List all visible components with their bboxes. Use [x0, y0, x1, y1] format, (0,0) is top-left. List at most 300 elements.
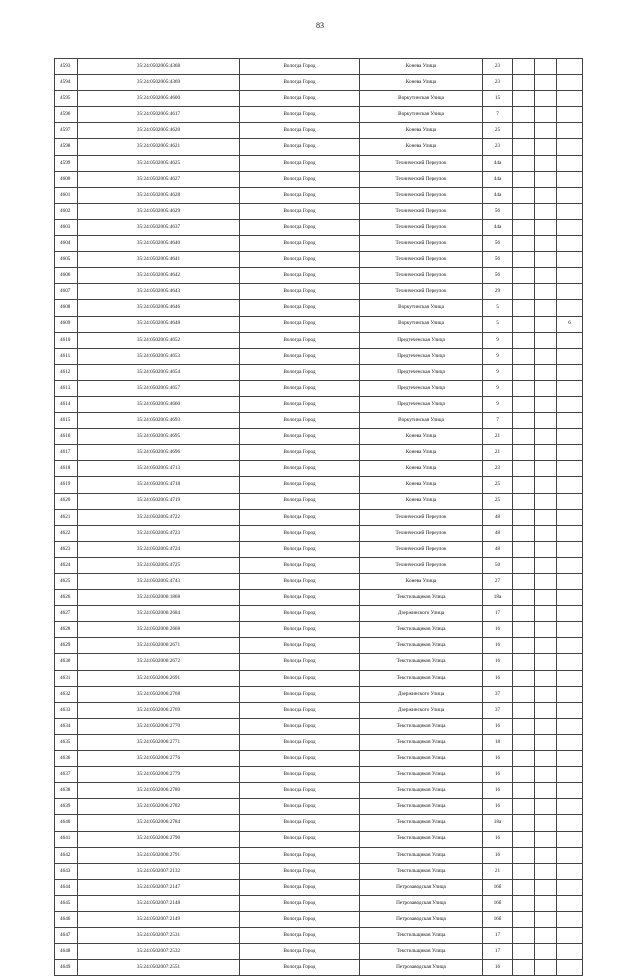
empty-cell — [535, 718, 557, 734]
extra-value-cell — [557, 944, 583, 960]
table-row — [55, 75, 583, 91]
row-number-cell: 4617 — [55, 445, 78, 461]
row-number-cell: 4615 — [55, 413, 78, 429]
city-cell: Вологда Город — [240, 139, 360, 155]
cadastral-number-cell: 35:24:0502005:4695 — [78, 429, 240, 445]
street-cell: Текстильщиков Улица — [360, 831, 483, 847]
house-number-cell: 44а — [483, 171, 513, 187]
row-number-cell: 4604 — [55, 236, 78, 252]
extra-value-cell — [557, 718, 583, 734]
extra-value-cell — [557, 380, 583, 396]
house-number-cell: 17 — [483, 606, 513, 622]
empty-cell — [513, 364, 535, 380]
empty-cell — [535, 686, 557, 702]
table-row — [55, 783, 583, 799]
table-row — [55, 493, 583, 509]
table-row — [55, 702, 583, 718]
empty-cell — [535, 541, 557, 557]
row-number-cell: 4619 — [55, 477, 78, 493]
street-cell: Дзержинского Улица — [360, 686, 483, 702]
street-cell: Конева Улица — [360, 574, 483, 590]
extra-value-cell — [557, 783, 583, 799]
street-cell: Технический Переулок — [360, 541, 483, 557]
street-cell: Технический Переулок — [360, 155, 483, 171]
city-cell: Вологда Город — [240, 734, 360, 750]
empty-cell — [513, 284, 535, 300]
cadastral-number-cell: 35:24:0502005:4641 — [78, 252, 240, 268]
row-number-cell: 4645 — [55, 895, 78, 911]
table-row — [55, 91, 583, 107]
extra-value-cell — [557, 702, 583, 718]
city-cell: Вологда Город — [240, 847, 360, 863]
empty-cell — [513, 654, 535, 670]
extra-value-cell — [557, 847, 583, 863]
cadastral-number-cell: 35:24:0502006:2769 — [78, 702, 240, 718]
house-number-cell: 7 — [483, 413, 513, 429]
extra-value-cell: 6 — [557, 316, 583, 332]
table-row — [55, 348, 583, 364]
empty-cell — [535, 171, 557, 187]
cadastral-number-cell: 35:24:0502005:4648 — [78, 316, 240, 332]
city-cell: Вологда Город — [240, 203, 360, 219]
city-cell: Вологда Город — [240, 91, 360, 107]
cadastral-number-cell: 35:24:0502005:4652 — [78, 332, 240, 348]
empty-cell — [535, 557, 557, 573]
empty-cell — [513, 509, 535, 525]
row-number-cell: 4634 — [55, 718, 78, 734]
empty-cell — [513, 396, 535, 412]
street-cell: Текстильщиков Улица — [360, 734, 483, 750]
extra-value-cell — [557, 879, 583, 895]
empty-cell — [513, 783, 535, 799]
row-number-cell: 4595 — [55, 91, 78, 107]
city-cell: Вологда Город — [240, 461, 360, 477]
house-number-cell: 16б — [483, 895, 513, 911]
row-number-cell: 4613 — [55, 380, 78, 396]
empty-cell — [513, 461, 535, 477]
table-row — [55, 187, 583, 203]
city-cell: Вологда Город — [240, 284, 360, 300]
empty-cell — [513, 638, 535, 654]
row-number-cell: 4610 — [55, 332, 78, 348]
table-row — [55, 895, 583, 911]
empty-cell — [513, 316, 535, 332]
cadastral-number-cell: 35:24:0502006:2782 — [78, 799, 240, 815]
street-cell: Конева Улица — [360, 139, 483, 155]
row-number-cell: 4648 — [55, 944, 78, 960]
house-number-cell: 18а — [483, 590, 513, 606]
extra-value-cell — [557, 638, 583, 654]
cadastral-number-cell: 35:24:0502005:4628 — [78, 187, 240, 203]
cadastral-number-cell: 35:24:0502006:1868 — [78, 590, 240, 606]
table-row — [55, 960, 583, 976]
city-cell: Вологда Город — [240, 960, 360, 976]
city-cell: Вологда Город — [240, 364, 360, 380]
row-number-cell: 4649 — [55, 960, 78, 976]
empty-cell — [535, 284, 557, 300]
table-row — [55, 107, 583, 123]
extra-value-cell — [557, 445, 583, 461]
empty-cell — [535, 445, 557, 461]
table-row — [55, 59, 583, 75]
empty-cell — [535, 590, 557, 606]
house-number-cell: 16 — [483, 783, 513, 799]
street-cell: Технический Переулок — [360, 219, 483, 235]
empty-cell — [513, 493, 535, 509]
cadastral-number-cell: 35:24:0502006:2791 — [78, 847, 240, 863]
row-number-cell: 4639 — [55, 799, 78, 815]
house-number-cell: 18а — [483, 815, 513, 831]
extra-value-cell — [557, 670, 583, 686]
empty-cell — [535, 944, 557, 960]
row-number-cell: 4593 — [55, 59, 78, 75]
extra-value-cell — [557, 928, 583, 944]
house-number-cell: 16 — [483, 799, 513, 815]
empty-cell — [535, 622, 557, 638]
row-number-cell: 4635 — [55, 734, 78, 750]
empty-cell — [513, 767, 535, 783]
city-cell: Вологда Город — [240, 300, 360, 316]
empty-cell — [513, 59, 535, 75]
empty-cell — [535, 59, 557, 75]
city-cell: Вологда Город — [240, 445, 360, 461]
cadastral-number-cell: 35:24:0502006:2790 — [78, 831, 240, 847]
city-cell: Вологда Город — [240, 107, 360, 123]
empty-cell — [535, 461, 557, 477]
table-row — [55, 606, 583, 622]
city-cell: Вологда Город — [240, 396, 360, 412]
table-row — [55, 718, 583, 734]
city-cell: Вологда Город — [240, 895, 360, 911]
empty-cell — [513, 541, 535, 557]
house-number-cell: 9 — [483, 332, 513, 348]
extra-value-cell — [557, 461, 583, 477]
empty-cell — [513, 171, 535, 187]
street-cell: Конева Улица — [360, 123, 483, 139]
house-number-cell: 16 — [483, 638, 513, 654]
empty-cell — [513, 670, 535, 686]
street-cell: Технический Переулок — [360, 203, 483, 219]
empty-cell — [513, 734, 535, 750]
empty-cell — [535, 509, 557, 525]
table-row — [55, 364, 583, 380]
cadastral-number-cell: 35:24:0502005:4369 — [78, 75, 240, 91]
empty-cell — [535, 928, 557, 944]
row-number-cell: 4602 — [55, 203, 78, 219]
city-cell: Вологда Город — [240, 59, 360, 75]
empty-cell — [535, 847, 557, 863]
empty-cell — [513, 123, 535, 139]
house-number-cell: 9 — [483, 396, 513, 412]
empty-cell — [535, 783, 557, 799]
row-number-cell: 4625 — [55, 574, 78, 590]
table-row — [55, 670, 583, 686]
empty-cell — [513, 477, 535, 493]
table-row — [55, 847, 583, 863]
house-number-cell: 37 — [483, 702, 513, 718]
table-row — [55, 815, 583, 831]
table-row — [55, 332, 583, 348]
street-cell: Текстильщиков Улица — [360, 590, 483, 606]
street-cell: Предтеченская Улица — [360, 380, 483, 396]
empty-cell — [535, 670, 557, 686]
house-number-cell: 56 — [483, 203, 513, 219]
cadastral-number-cell: 35:24:0502006:2671 — [78, 638, 240, 654]
city-cell: Вологда Город — [240, 219, 360, 235]
city-cell: Вологда Город — [240, 686, 360, 702]
extra-value-cell — [557, 895, 583, 911]
table-row — [55, 767, 583, 783]
extra-value-cell — [557, 477, 583, 493]
extra-value-cell — [557, 541, 583, 557]
table-row — [55, 268, 583, 284]
house-number-cell: 15 — [483, 91, 513, 107]
empty-cell — [513, 525, 535, 541]
house-number-cell: 48 — [483, 525, 513, 541]
extra-value-cell — [557, 815, 583, 831]
row-number-cell: 4640 — [55, 815, 78, 831]
street-cell: Дзержинского Улица — [360, 606, 483, 622]
cadastral-number-cell: 35:24:0502005:4620 — [78, 123, 240, 139]
cadastral-number-cell: 35:24:0502007:2551 — [78, 960, 240, 976]
empty-cell — [535, 155, 557, 171]
row-number-cell: 4629 — [55, 638, 78, 654]
table-row — [55, 219, 583, 235]
row-number-cell: 4624 — [55, 557, 78, 573]
empty-cell — [535, 606, 557, 622]
table-row — [55, 944, 583, 960]
extra-value-cell — [557, 622, 583, 638]
table-row — [55, 396, 583, 412]
house-number-cell: 16б — [483, 911, 513, 927]
empty-cell — [535, 396, 557, 412]
table-row — [55, 751, 583, 767]
street-cell: Текстильщиков Улица — [360, 670, 483, 686]
city-cell: Вологда Город — [240, 831, 360, 847]
extra-value-cell — [557, 831, 583, 847]
empty-cell — [513, 606, 535, 622]
cadastral-number-cell: 35:24:0502005:4713 — [78, 461, 240, 477]
row-number-cell: 4621 — [55, 509, 78, 525]
table-row — [55, 509, 583, 525]
extra-value-cell — [557, 155, 583, 171]
empty-cell — [513, 252, 535, 268]
table-row — [55, 557, 583, 573]
street-cell: Предтеченская Улица — [360, 348, 483, 364]
table-row — [55, 799, 583, 815]
table-row — [55, 622, 583, 638]
row-number-cell: 4616 — [55, 429, 78, 445]
empty-cell — [513, 574, 535, 590]
table-row — [55, 590, 583, 606]
city-cell: Вологда Город — [240, 413, 360, 429]
cadastral-number-cell: 35:24:0502006:2776 — [78, 751, 240, 767]
city-cell: Вологда Город — [240, 429, 360, 445]
table-row — [55, 445, 583, 461]
house-number-cell: 9 — [483, 380, 513, 396]
empty-cell — [535, 477, 557, 493]
house-number-cell: 25 — [483, 477, 513, 493]
city-cell: Вологда Город — [240, 767, 360, 783]
street-cell: Петрозаводская Улица — [360, 879, 483, 895]
table-row — [55, 654, 583, 670]
table-row — [55, 541, 583, 557]
table-row — [55, 171, 583, 187]
city-cell: Вологда Город — [240, 171, 360, 187]
street-cell: Конева Улица — [360, 75, 483, 91]
street-cell: Конева Улица — [360, 461, 483, 477]
street-cell: Текстильщиков Улица — [360, 944, 483, 960]
cadastral-number-cell: 35:24:0502007:2149 — [78, 911, 240, 927]
empty-cell — [535, 75, 557, 91]
empty-cell — [513, 155, 535, 171]
empty-cell — [513, 590, 535, 606]
extra-value-cell — [557, 332, 583, 348]
street-cell: Технический Переулок — [360, 171, 483, 187]
house-number-cell: 16 — [483, 670, 513, 686]
extra-value-cell — [557, 300, 583, 316]
table-row — [55, 863, 583, 879]
table-row — [55, 638, 583, 654]
extra-value-cell — [557, 413, 583, 429]
house-number-cell: 56 — [483, 252, 513, 268]
street-cell: Технический Переулок — [360, 557, 483, 573]
street-cell: Технический Переулок — [360, 236, 483, 252]
empty-cell — [513, 702, 535, 718]
street-cell: Конева Улица — [360, 445, 483, 461]
row-number-cell: 4608 — [55, 300, 78, 316]
street-cell: Текстильщиков Улица — [360, 718, 483, 734]
city-cell: Вологда Город — [240, 268, 360, 284]
extra-value-cell — [557, 107, 583, 123]
street-cell: Текстильщиков Улица — [360, 863, 483, 879]
empty-cell — [535, 654, 557, 670]
empty-cell — [535, 187, 557, 203]
extra-value-cell — [557, 493, 583, 509]
extra-value-cell — [557, 509, 583, 525]
cadastral-number-cell: 35:24:0502006:2780 — [78, 783, 240, 799]
table-row — [55, 236, 583, 252]
city-cell: Вологда Город — [240, 187, 360, 203]
row-number-cell: 4607 — [55, 284, 78, 300]
extra-value-cell — [557, 284, 583, 300]
extra-value-cell — [557, 91, 583, 107]
table-row — [55, 477, 583, 493]
empty-cell — [535, 123, 557, 139]
city-cell: Вологда Город — [240, 557, 360, 573]
empty-cell — [513, 831, 535, 847]
extra-value-cell — [557, 863, 583, 879]
street-cell: Петрозаводская Улица — [360, 960, 483, 976]
table-row — [55, 879, 583, 895]
empty-cell — [513, 413, 535, 429]
cadastral-number-cell: 35:24:0502005:4723 — [78, 525, 240, 541]
row-number-cell: 4599 — [55, 155, 78, 171]
street-cell: Текстильщиков Улица — [360, 751, 483, 767]
row-number-cell: 4643 — [55, 863, 78, 879]
empty-cell — [513, 139, 535, 155]
city-cell: Вологда Город — [240, 815, 360, 831]
city-cell: Вологда Город — [240, 75, 360, 91]
empty-cell — [513, 300, 535, 316]
row-number-cell: 4618 — [55, 461, 78, 477]
empty-cell — [535, 413, 557, 429]
empty-cell — [513, 911, 535, 927]
house-number-cell: 16 — [483, 831, 513, 847]
empty-cell — [513, 928, 535, 944]
city-cell: Вологда Город — [240, 670, 360, 686]
row-number-cell: 4596 — [55, 107, 78, 123]
extra-value-cell — [557, 59, 583, 75]
table-row — [55, 911, 583, 927]
empty-cell — [513, 268, 535, 284]
row-number-cell: 4594 — [55, 75, 78, 91]
table-row — [55, 525, 583, 541]
empty-cell — [535, 638, 557, 654]
empty-cell — [513, 622, 535, 638]
empty-cell — [535, 252, 557, 268]
row-number-cell: 4642 — [55, 847, 78, 863]
house-number-cell: 25 — [483, 123, 513, 139]
table-row — [55, 686, 583, 702]
extra-value-cell — [557, 767, 583, 783]
city-cell: Вологда Город — [240, 799, 360, 815]
row-number-cell: 4647 — [55, 928, 78, 944]
cadastral-number-cell: 35:24:0502006:2684 — [78, 606, 240, 622]
row-number-cell: 4646 — [55, 911, 78, 927]
street-cell: Петрозаводская Улица — [360, 911, 483, 927]
house-number-cell: 5 — [483, 316, 513, 332]
street-cell: Воркутинская Улица — [360, 413, 483, 429]
empty-cell — [513, 718, 535, 734]
table-row — [55, 123, 583, 139]
cadastral-number-cell: 35:24:0502005:4621 — [78, 139, 240, 155]
empty-cell — [535, 960, 557, 976]
table-row — [55, 831, 583, 847]
house-number-cell: 16 — [483, 718, 513, 734]
empty-cell — [513, 751, 535, 767]
city-cell: Вологда Город — [240, 123, 360, 139]
row-number-cell: 4632 — [55, 686, 78, 702]
empty-cell — [513, 236, 535, 252]
street-cell: Текстильщиков Улица — [360, 767, 483, 783]
street-cell: Предтеченская Улица — [360, 396, 483, 412]
street-cell: Технический Переулок — [360, 252, 483, 268]
row-number-cell: 4638 — [55, 783, 78, 799]
street-cell: Технический Переулок — [360, 284, 483, 300]
house-number-cell: 56 — [483, 268, 513, 284]
extra-value-cell — [557, 123, 583, 139]
empty-cell — [535, 380, 557, 396]
row-number-cell: 4622 — [55, 525, 78, 541]
city-cell: Вологда Город — [240, 155, 360, 171]
street-cell: Текстильщиков Улица — [360, 638, 483, 654]
row-number-cell: 4612 — [55, 364, 78, 380]
cadastral-number-cell: 35:24:0502006:2672 — [78, 654, 240, 670]
row-number-cell: 4597 — [55, 123, 78, 139]
empty-cell — [535, 734, 557, 750]
extra-value-cell — [557, 171, 583, 187]
city-cell: Вологда Город — [240, 493, 360, 509]
row-number-cell: 4605 — [55, 252, 78, 268]
street-cell: Воркутинская Улица — [360, 300, 483, 316]
registry-table-body — [55, 59, 583, 976]
cadastral-number-cell: 35:24:0502005:4643 — [78, 284, 240, 300]
street-cell: Воркутинская Улица — [360, 107, 483, 123]
extra-value-cell — [557, 203, 583, 219]
street-cell: Текстильщиков Улица — [360, 928, 483, 944]
house-number-cell: 9 — [483, 348, 513, 364]
